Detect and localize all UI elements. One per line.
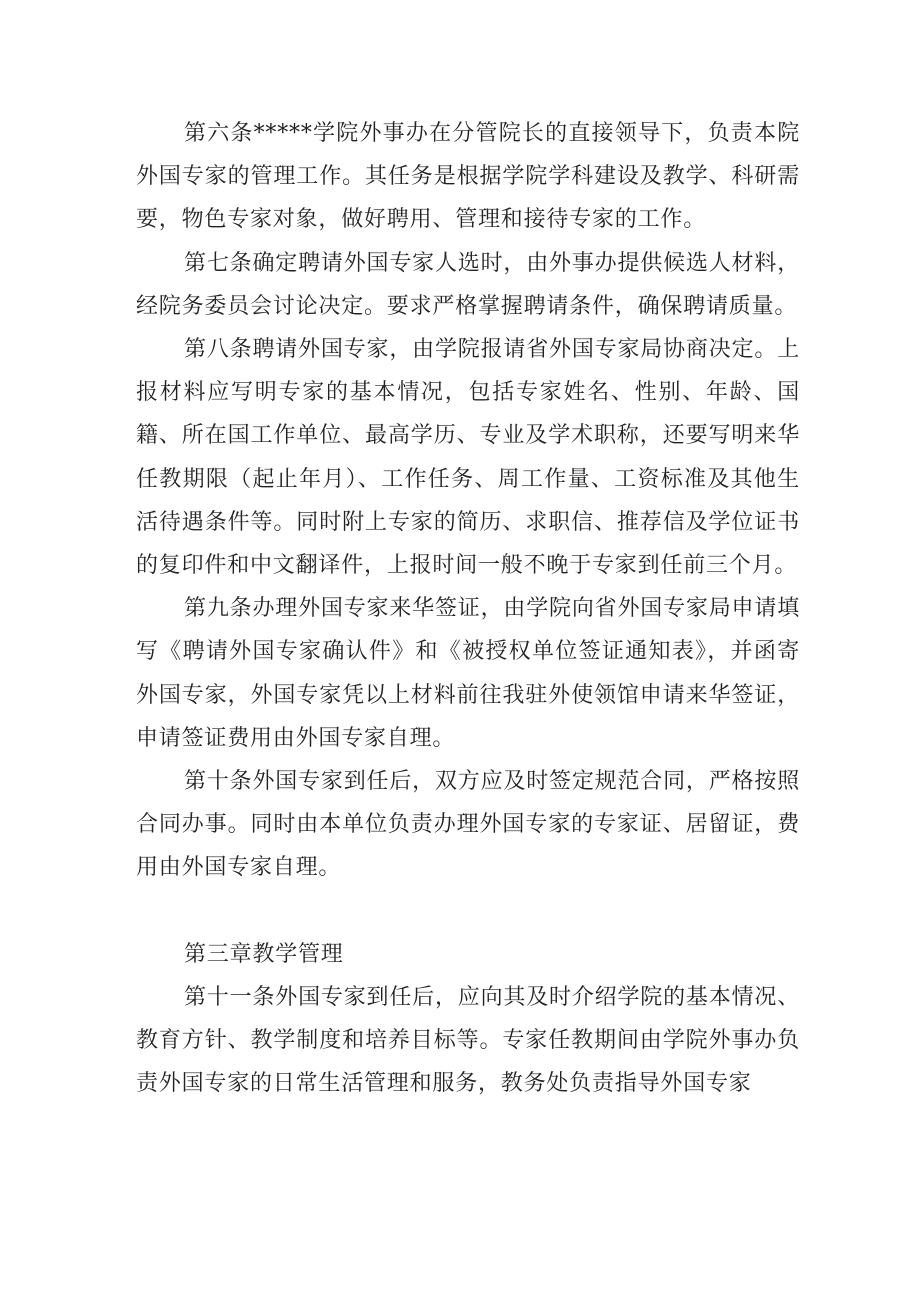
article-6-paragraph: 第六条*****学院外事办在分管院长的直接领导下，负责本院外国专家的管理工作。其任务是根据学院学科建设及教学、科研需要，物色专家对象，做好聘用、管理和接待专家的工作。 [136,121,800,233]
article-10-paragraph: 第十条外国专家到任后，双方应及时签定规范合同，严格按照合同办事。同时由本单位负责办理外国专家的专家证、居留证，费用由外国专家自理。 [136,769,800,881]
article-9-paragraph: 第九条办理外国专家来华签证，由学院向省外国专家局申请填写《聘请外国专家确认件》和《被授权单位签证通知表》，并函寄外国专家，外国专家凭以上材料前往我驻外使领馆申请来华签证，申请签证费用由外国专家自理。 [136,596,800,751]
document-body [136,112,800,1105]
article-11-paragraph: 第十一条外国专家到任后，应向其及时介绍学院的基本情况、教育方针、教学制度和培养目标等。专家任教期间由学院外事办负责外国专家的日常生活管理和服务，教务处负责指导外国专家 [136,984,800,1097]
chapter-heading: 第三章教学管理 [184,941,344,967]
article-8-paragraph: 第八条聘请外国专家，由学院报请省外国专家局协商决定。上报材料应写明专家的基本情况，包括专家姓名、性别、年龄、国籍、所在国工作单位、最高学历、专业及学术职称，还要写明来华任教期限（起止年月）、工作任务、周工作量、工资标准及其他生活待遇条件等。同时附上专家的简历、求职信、推荐信及学位证书的复印件和中文翻译件，上报时间一般不晚于专家到任前三个月。 [136,337,800,579]
article-7-paragraph: 第七条确定聘请外国专家人选时，由外事办提供候选人材料，经院务委员会讨论决定。要求严格掌握聘请条件，确保聘请质量。 [136,250,800,319]
section-spacer [136,890,800,933]
